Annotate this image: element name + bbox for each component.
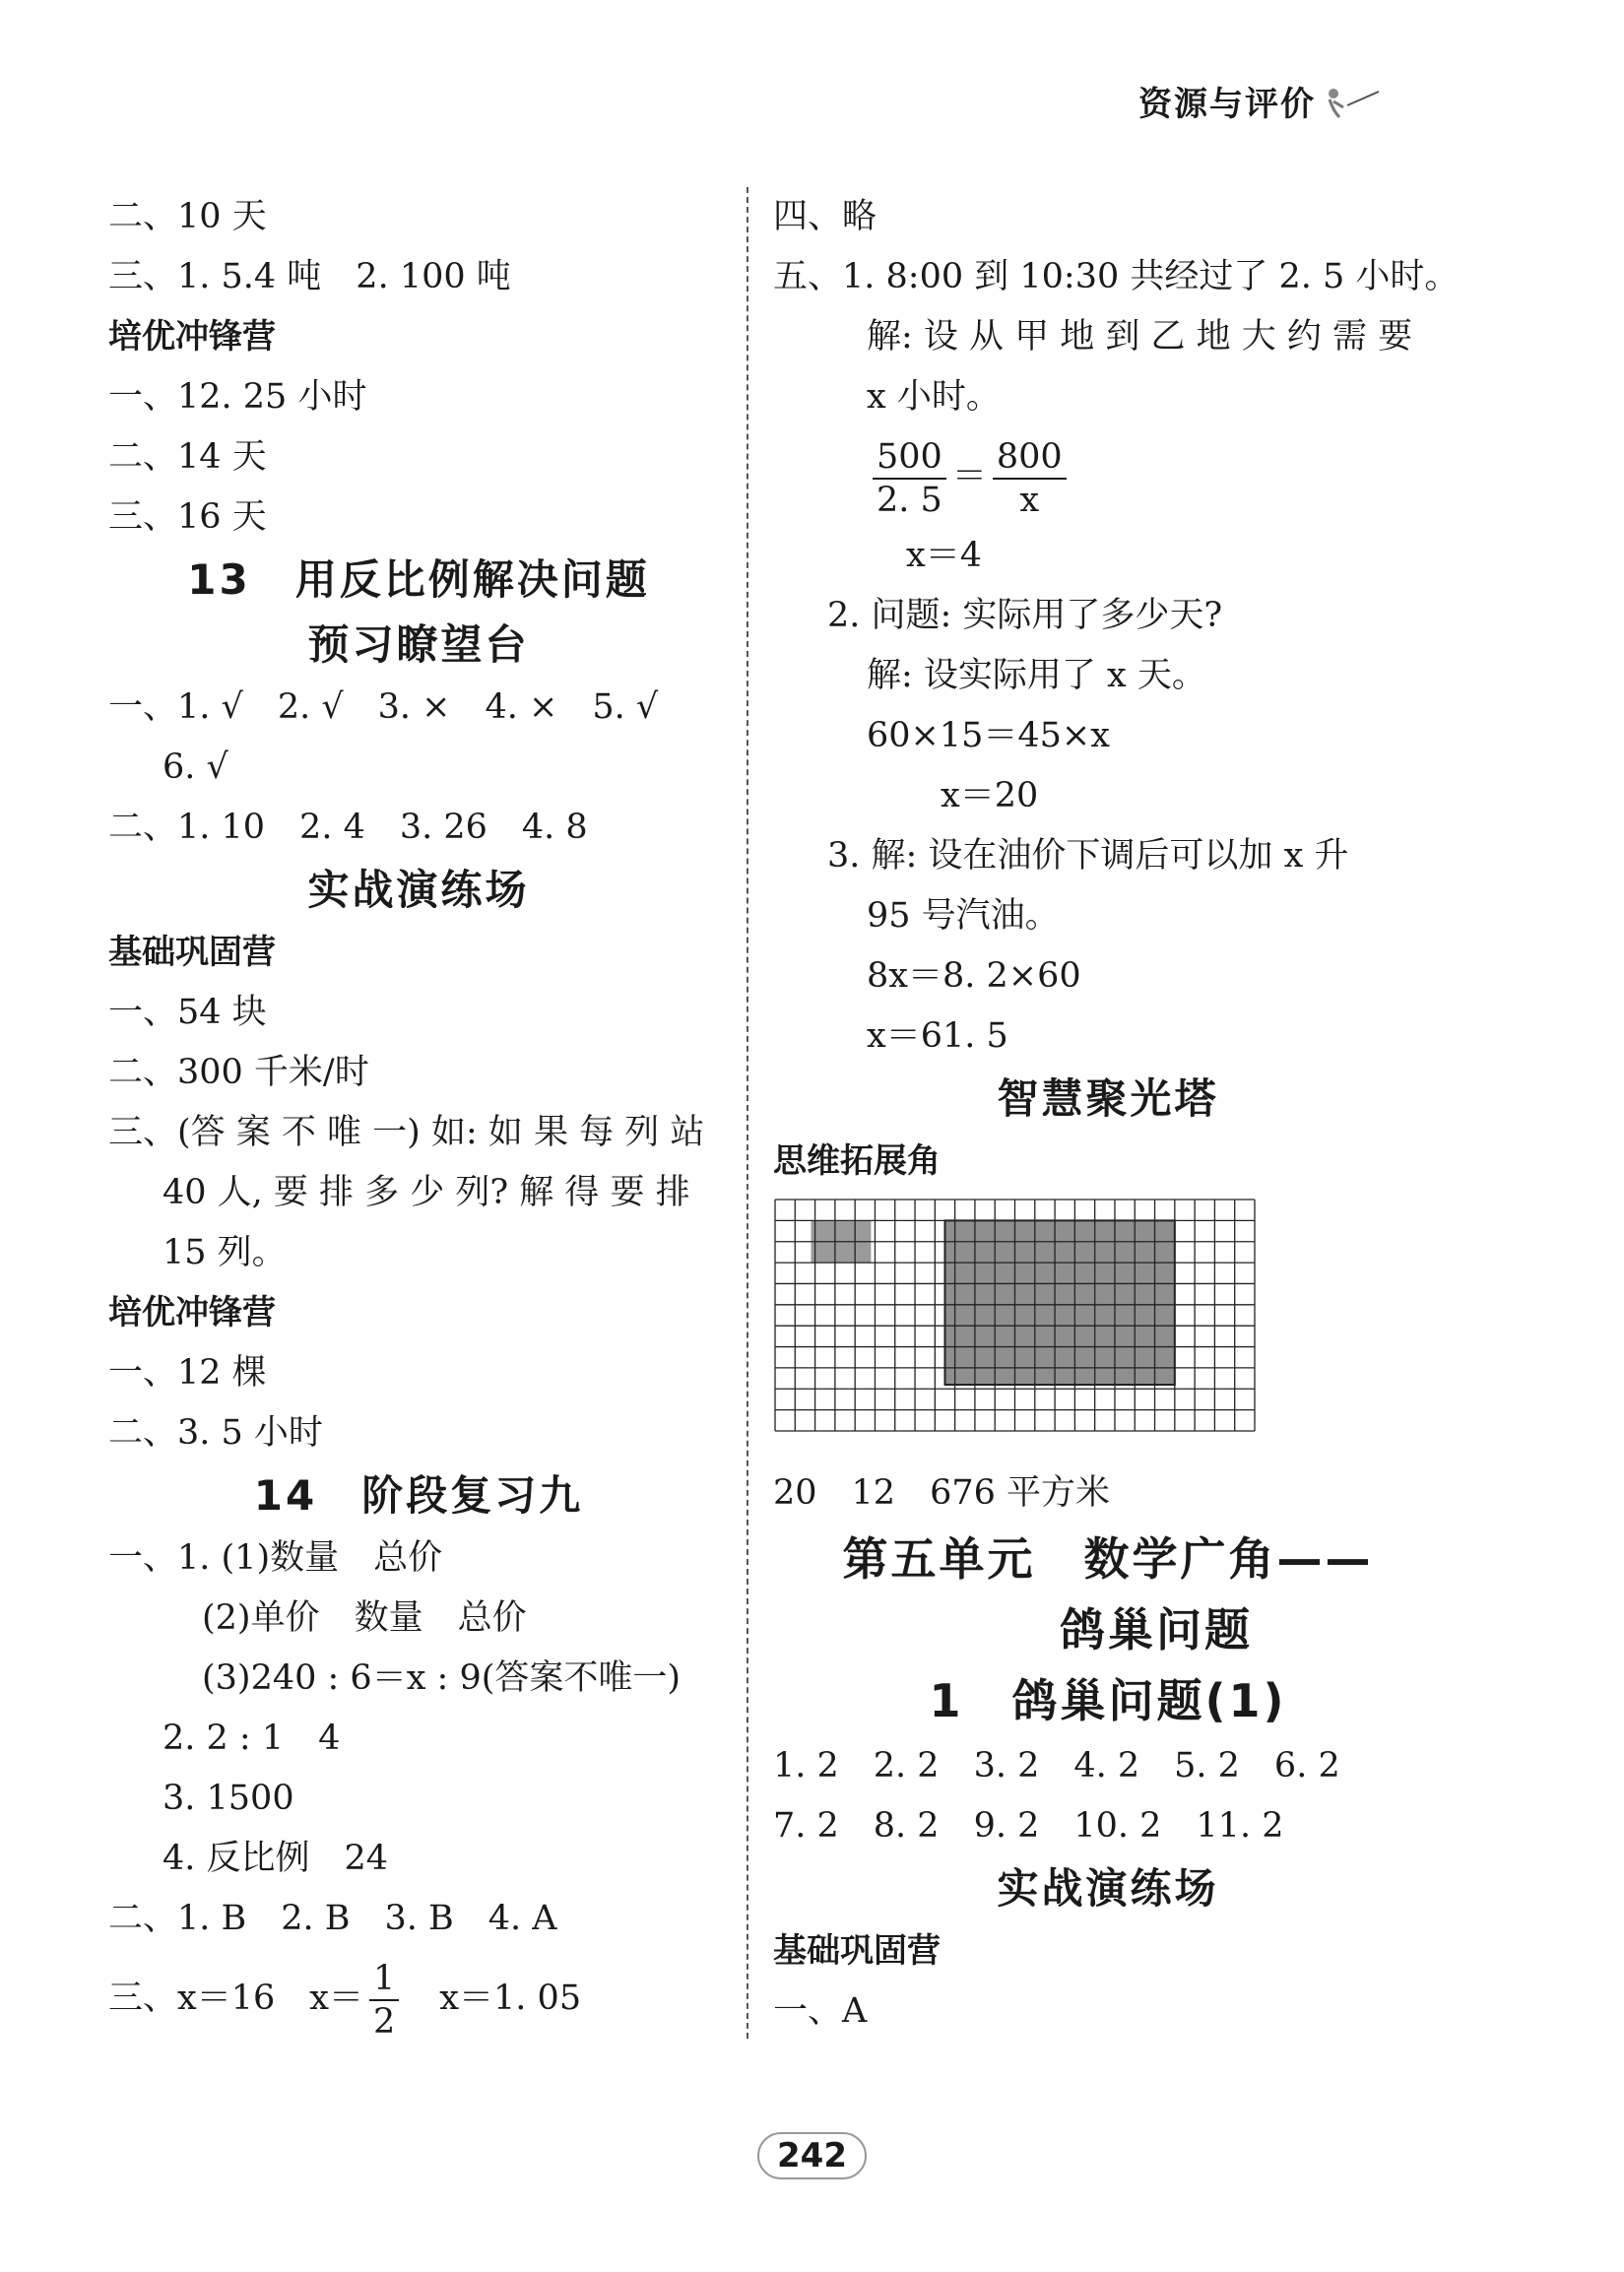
answer-line: 一、12 棵	[108, 1353, 267, 1393]
large-shaded-rectangle	[944, 1220, 1174, 1385]
header	[1138, 77, 1383, 125]
answer-line: 15 列。	[162, 1233, 287, 1272]
answer-line: 二、1. 10 2. 4 3. 26 4. 8	[108, 808, 588, 847]
answer-line: x 小时。	[867, 377, 1001, 417]
fraction-numerator: 500	[873, 436, 946, 480]
header-title: 资源与评价	[1138, 85, 1316, 124]
answer-line: 2. 2 : 1 4	[162, 1719, 341, 1758]
right-column	[773, 187, 1460, 2042]
answer-line-with-fraction	[108, 1949, 729, 2047]
answer-line: 三、1. 5.4 吨 2. 100 吨	[108, 257, 511, 296]
grid-diagram	[773, 1198, 1257, 1433]
answer-line: x＝20	[906, 776, 1039, 815]
fraction-numerator: 1	[369, 1958, 399, 2001]
fraction-denominator: x	[1019, 480, 1040, 520]
answer-line: 解: 设实际用了 x 天。	[867, 656, 1206, 695]
fraction	[369, 1958, 399, 2043]
answer-line: 解: 设 从 甲 地 到 乙 地 大 约 需 要	[867, 317, 1413, 357]
unit-heading: 第五单元 数学广角——	[842, 1532, 1374, 1586]
decorative-figure-icon	[1324, 84, 1383, 119]
column-divider	[747, 187, 748, 2039]
unit-heading: 鸽巢问题	[963, 1603, 1253, 1656]
section-heading: 实战演练场	[307, 866, 530, 914]
fraction-denominator: 2	[373, 2001, 396, 2042]
answer-line: 五、1. 8:00 到 10:30 共经过了 2. 5 小时。	[773, 257, 1460, 296]
answer-line: 7. 2 8. 2 9. 2 10. 2 11. 2	[773, 1806, 1284, 1846]
answer-line: 6. √	[162, 747, 228, 787]
answer-line: 二、300 千米/时	[108, 1053, 369, 1092]
fraction-denominator: 2. 5	[877, 480, 942, 520]
answer-line: 二、10 天	[108, 197, 267, 236]
fraction-numerator: 800	[993, 436, 1067, 480]
grid-figure	[773, 1192, 1443, 1463]
section-heading: 13 用反比例解决问题	[187, 555, 650, 604]
answer-line: 3. 1500	[162, 1779, 294, 1818]
answer-line: 20 12 676 平方米	[773, 1473, 1111, 1513]
page-number: 242	[0, 2132, 1624, 2179]
answer-line: 40 人, 要 排 多 少 列? 解 得 要 排	[162, 1173, 690, 1212]
answer-line: 三、16 天	[108, 497, 267, 537]
subsection-heading: 思维拓展角	[773, 1141, 941, 1181]
section-heading: 14 阶段复习九	[253, 1471, 584, 1520]
subsection-heading: 基础巩固营	[773, 1931, 941, 1971]
section-heading: 实战演练场	[997, 1864, 1219, 1913]
left-column	[108, 187, 729, 2047]
answer-line: 一、54 块	[108, 993, 267, 1032]
answer-line: 8x＝8. 2×60	[867, 956, 1081, 996]
answer-line: x＝4	[906, 536, 983, 575]
answer-line: 一、12. 25 小时	[108, 377, 367, 417]
answer-line: 四、略	[773, 197, 877, 236]
answer-line: 一、1. (1)数量 总价	[108, 1538, 443, 1578]
answer-line: 一、A	[773, 1991, 868, 2031]
section-heading: 智慧聚光塔	[997, 1074, 1219, 1123]
answer-line: 2. 问题: 实际用了多少天?	[827, 596, 1223, 635]
answer-line: 60×15＝45×x	[867, 716, 1110, 755]
subsection-heading: 培优冲锋营	[108, 317, 276, 357]
answer-line: 二、1. B 2. B 3. B 4. A	[108, 1899, 557, 1938]
answer-line: 二、3. 5 小时	[108, 1413, 323, 1453]
answer-line: 二、14 天	[108, 437, 267, 477]
equals-sign: ＝	[951, 457, 987, 496]
answer-line: 4. 反比例 24	[162, 1839, 389, 1878]
answer-line: 一、1. √ 2. √ 3. × 4. × 5. √	[108, 687, 659, 727]
subsection-heading: 培优冲锋营	[108, 1293, 276, 1332]
equation-text: x＝1. 05	[405, 1979, 582, 2018]
equation-text: 三、x＝16 x＝	[108, 1979, 364, 2018]
answer-line: 三、(答 案 不 唯 一) 如: 如 果 每 列 站	[108, 1113, 705, 1152]
answer-line: 1. 2 2. 2 3. 2 4. 2 5. 2 6. 2	[773, 1746, 1340, 1785]
proportion-equation	[773, 427, 1443, 526]
answer-line: (3)240 : 6＝x : 9(答案不唯一)	[202, 1658, 682, 1698]
answer-line: x＝61. 5	[867, 1016, 1008, 1056]
answer-line: 3. 解: 设在油价下调后可以加 x 升	[827, 836, 1349, 876]
unit-heading: 1 鸽巢问题(1)	[929, 1674, 1287, 1727]
fraction	[873, 436, 946, 521]
fraction	[993, 436, 1067, 521]
answer-line: 95 号汽油。	[867, 896, 1060, 936]
section-heading: 预习瞭望台	[307, 620, 530, 669]
answer-line: (2)单价 数量 总价	[202, 1598, 527, 1638]
subsection-heading: 基础巩固营	[108, 933, 276, 972]
